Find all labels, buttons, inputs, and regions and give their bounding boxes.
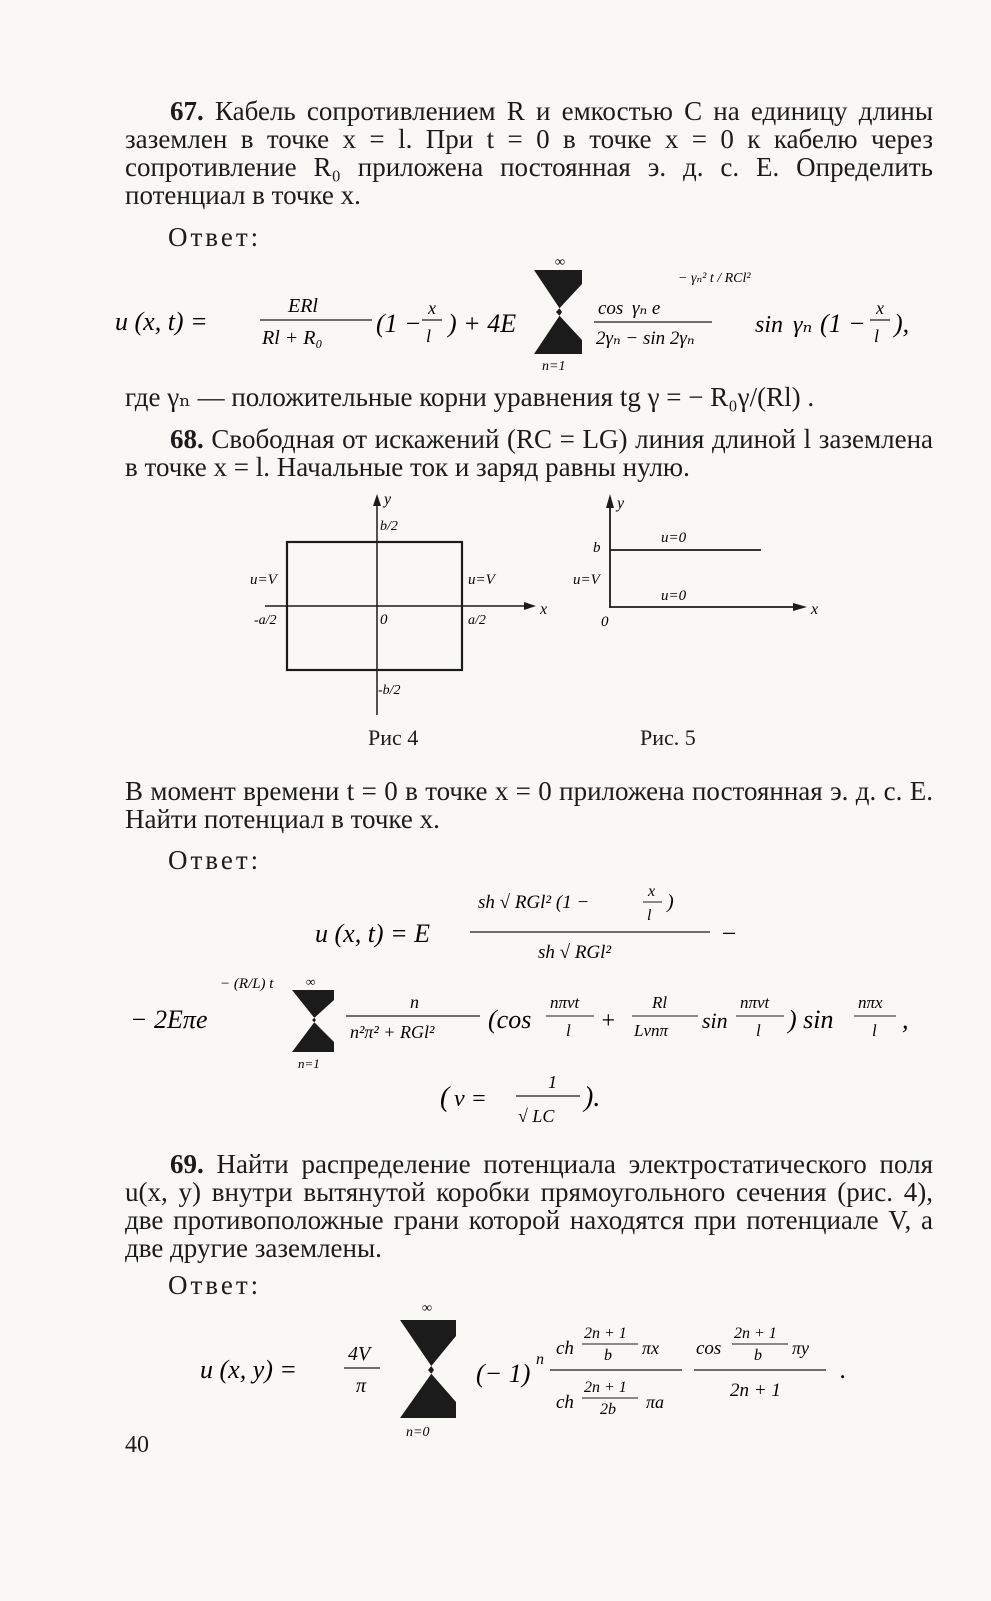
fig4-bottom-label: -b/2: [378, 683, 401, 698]
svg-text:π: π: [356, 1375, 367, 1397]
problem-69: [125, 1150, 933, 1262]
problem-68-text-before: Свободная от искажений (RC = LG) линия длиной l заземлена в точке x = l. Начальные ток и заряд равны нулю.: [125, 424, 934, 482]
svg-text:x: x: [648, 883, 656, 900]
svg-text:),: ),: [894, 309, 910, 338]
fig4-origin-label: 0: [380, 612, 388, 628]
fig4-left-label: -a/2: [254, 613, 277, 628]
figure-5: [565, 490, 845, 640]
svg-text:) + 4E: ) + 4E: [448, 309, 517, 338]
fig4-left-side-label: u=V: [250, 572, 277, 588]
svg-text:.: .: [840, 1355, 847, 1384]
fig4-x-label: x: [540, 601, 548, 618]
formula-67: [110, 252, 960, 372]
svg-text:n: n: [536, 1351, 544, 1368]
svg-text:nπvt: nπvt: [740, 993, 770, 1012]
svg-text:x: x: [876, 298, 884, 318]
fig4-right-label: a/2: [468, 613, 486, 628]
svg-text:sin: sin: [702, 1008, 728, 1033]
svg-text:): ): [667, 891, 674, 913]
svg-text:b: b: [754, 1347, 762, 1364]
fig4-top-label: b/2: [380, 519, 398, 534]
svg-text:n=1: n=1: [542, 359, 566, 372]
svg-text:πx: πx: [642, 1338, 660, 1358]
svg-text:nπvt: nπvt: [550, 993, 580, 1012]
svg-text:n²π² + RGl²: n²π² + RGl²: [350, 1022, 435, 1042]
svg-text:sin: sin: [755, 312, 784, 338]
svg-text:ch: ch: [556, 1338, 574, 1359]
page-number: 40: [125, 1432, 149, 1458]
fig5-x-label: x: [811, 601, 819, 618]
answer-label-68: Ответ:: [168, 845, 262, 875]
fig5-b-label: b: [593, 540, 601, 556]
svg-text:,: ,: [902, 1005, 909, 1034]
svg-text:πy: πy: [792, 1338, 810, 1358]
problem-67-number: 67.: [170, 96, 204, 126]
svg-text:n=1: n=1: [298, 1056, 320, 1071]
svg-text:ERl: ERl: [288, 295, 318, 317]
svg-text:u (x, t) =: u (x, t) =: [115, 307, 208, 336]
figure-4: [240, 490, 560, 720]
fig5-top-line-label: u=0: [661, 530, 687, 546]
svg-text:2n + 1: 2n + 1: [734, 1325, 777, 1342]
svg-text:nπx: nπx: [858, 993, 883, 1012]
answer-label-67: Ответ:: [168, 222, 262, 252]
svg-text:2γₙ − sin 2γₙ: 2γₙ − sin 2γₙ: [596, 328, 695, 349]
svg-text:v =: v =: [454, 1086, 487, 1112]
svg-text:Rl + R₀: Rl + R₀: [262, 327, 323, 349]
problem-68-number: 68.: [170, 424, 204, 454]
svg-text:(: (: [440, 1082, 450, 1113]
svg-text:∞: ∞: [555, 255, 565, 270]
svg-text:sh √ RGl²: sh √ RGl²: [538, 942, 612, 963]
svg-text:2n + 1: 2n + 1: [730, 1380, 781, 1401]
svg-text:b: b: [604, 1347, 612, 1364]
svg-text:2n + 1: 2n + 1: [584, 1379, 627, 1396]
svg-text:∞: ∞: [422, 1301, 432, 1316]
svg-text:cos: cos: [598, 298, 624, 319]
fig5-left-side-label: u=V: [573, 572, 600, 588]
fig4-y-label: y: [384, 491, 392, 508]
fig5-origin-label: 0: [601, 614, 609, 630]
svg-text:).: ).: [584, 1082, 601, 1113]
svg-text:∞: ∞: [306, 974, 316, 989]
svg-text:(1 −: (1 −: [820, 309, 866, 338]
problem-69-text: Найти распределение потенциала электростатического поля u(x, y) внутри вытянутой коробки прямоугольного сечения (рис. 4), две противоположные грани которой находятся при потенциале V, а две другие заземлены.: [125, 1149, 934, 1263]
svg-text:πa: πa: [646, 1392, 665, 1412]
formula-69: [200, 1298, 880, 1448]
formula-68: [120, 870, 940, 1140]
svg-text:l: l: [756, 1021, 761, 1040]
svg-text:n=0: n=0: [406, 1425, 430, 1440]
svg-text:x: x: [428, 298, 436, 318]
svg-text:γₙ: γₙ: [793, 312, 813, 338]
svg-text:l: l: [566, 1021, 571, 1040]
svg-text:2b: 2b: [600, 1401, 616, 1418]
svg-text:γₙ e: γₙ e: [632, 298, 661, 319]
svg-text:Lvnπ: Lvnπ: [634, 1021, 669, 1040]
svg-text:l: l: [874, 326, 880, 346]
svg-text:− (R/L) t: − (R/L) t: [220, 976, 274, 992]
problem-67: [125, 97, 933, 209]
svg-text:(− 1): (− 1): [476, 1359, 531, 1388]
svg-text:(cos: (cos: [488, 1005, 532, 1034]
svg-text:ch: ch: [556, 1392, 574, 1413]
figure-4-caption: Рис 4: [368, 725, 419, 750]
svg-text:2n + 1: 2n + 1: [584, 1325, 627, 1342]
svg-text:sh √ RGl² (1 −: sh √ RGl² (1 −: [478, 892, 590, 913]
svg-text:− 2Eπe: − 2Eπe: [130, 1005, 208, 1034]
problem-68: [125, 425, 933, 481]
svg-text:4V: 4V: [348, 1343, 371, 1365]
svg-text:u (x, y) =: u (x, y) =: [200, 1355, 297, 1384]
problem-69-number: 69.: [170, 1149, 204, 1179]
svg-text:1: 1: [548, 1072, 557, 1092]
svg-text:− γₙ² t / RCl²: − γₙ² t / RCl²: [678, 271, 751, 286]
problem-68-continued: В момент времени t = 0 в точке x = 0 приложена постоянная э. д. с. E. Найти потенциал в точке x.: [125, 776, 933, 834]
svg-text:l: l: [872, 1021, 877, 1040]
svg-text:(1 −: (1 −: [376, 309, 422, 338]
svg-text:l: l: [426, 326, 432, 346]
fig5-bottom-line-label: u=0: [661, 588, 687, 604]
svg-text:cos: cos: [696, 1338, 722, 1359]
svg-text:−: −: [720, 919, 738, 948]
fig5-y-label: y: [617, 495, 625, 512]
svg-text:) sin: ) sin: [788, 1005, 834, 1034]
svg-text:l: l: [647, 907, 652, 924]
fig4-right-side-label: u=V: [468, 572, 495, 588]
roots-note-67: где γₙ — положительные корни уравнения tg γ = − R₀γ/(Rl) .: [125, 382, 815, 412]
problem-67-text: Кабель сопротивлением R и емкостью C на единицу длины заземлен в точке x = l. При t = 0 в точке x = 0 к кабелю через сопротивление R₀ приложена постоянная э. д. с. E. Определить потенциал в точке x.: [125, 96, 933, 210]
answer-label-69: Ответ:: [168, 1270, 262, 1300]
svg-text:n: n: [410, 992, 419, 1012]
svg-text:√ LC: √ LC: [518, 1106, 555, 1126]
figure-5-caption: Рис. 5: [640, 725, 696, 750]
svg-text:u (x, t) = E: u (x, t) = E: [315, 919, 431, 948]
svg-text:Rl: Rl: [652, 993, 668, 1012]
svg-text:+: +: [600, 1008, 617, 1034]
